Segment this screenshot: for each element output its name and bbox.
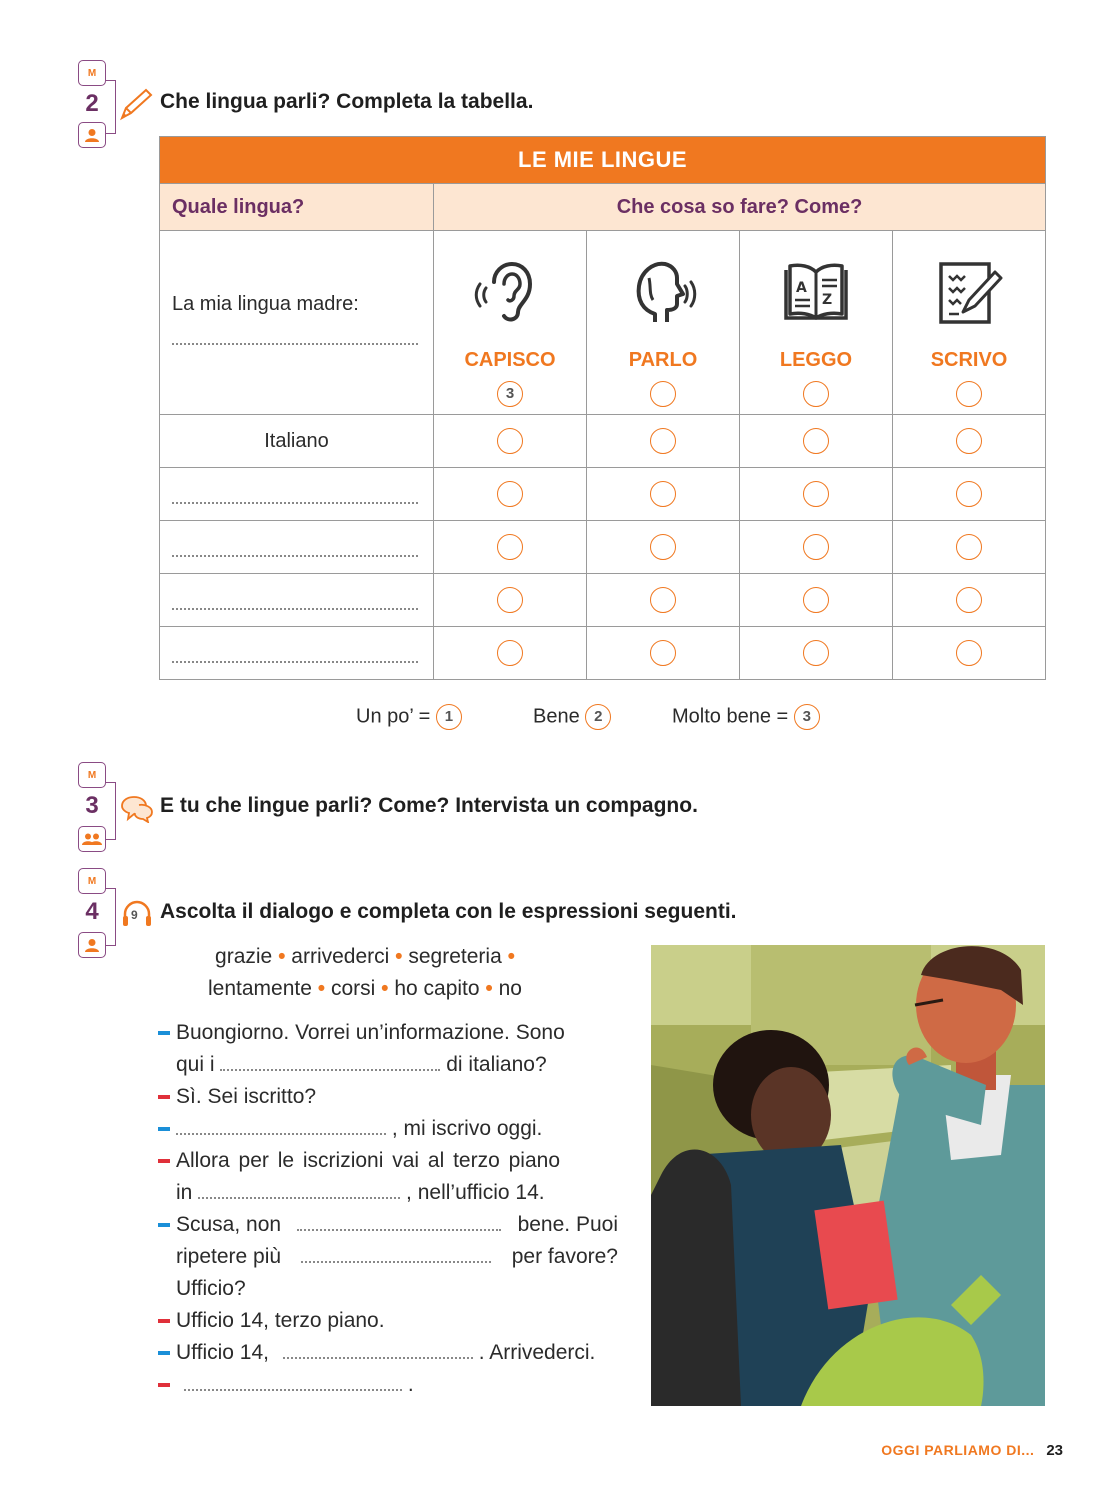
rating-circle[interactable] <box>956 428 982 454</box>
rating-circle[interactable] <box>803 428 829 454</box>
skill-label: PARLO <box>628 349 698 371</box>
legend-circle: 2 <box>585 704 611 730</box>
language-name: Italiano <box>160 415 434 468</box>
word-bank-line-1: grazie • arrivederci • segreteria • <box>215 945 515 968</box>
exercise-4-title: Ascolta il dialogo e completa con le espressioni seguenti. <box>160 900 737 923</box>
dialog-line: Ufficio 14, . Arrivederci. <box>158 1337 618 1369</box>
rating-circle[interactable] <box>803 640 829 666</box>
table-row <box>160 574 1046 627</box>
exercise-number: 2 <box>85 90 99 117</box>
dialog-line: Sì. Sei iscritto? <box>158 1081 618 1113</box>
mother-tongue-input[interactable] <box>172 342 418 345</box>
pencil-icon <box>118 88 154 122</box>
single-person-icon <box>78 122 106 148</box>
skill-label: SCRIVO <box>930 349 1008 371</box>
table-row <box>160 627 1046 680</box>
blank-input[interactable] <box>220 1049 440 1071</box>
illustration-students-talking <box>651 945 1045 1406</box>
section-name: OGGI PARLIAMO DI... <box>881 1442 1035 1458</box>
svg-text:A: A <box>796 280 807 296</box>
legend-bene: Bene 2 <box>533 704 611 730</box>
page-footer <box>881 1442 1063 1459</box>
legend-un-po: Un po’ = 1 <box>356 704 462 730</box>
dialog <box>158 1017 618 1401</box>
marker-bracket <box>105 80 116 134</box>
word-bank-item: segreteria <box>408 945 502 968</box>
column-header-skills: Che cosa so fare? Come? <box>434 184 1046 231</box>
blank-input[interactable] <box>301 1241 491 1263</box>
table-row <box>160 521 1046 574</box>
dialog-line: Buongiorno. Vorrei un’informazione. Sono qui i di italiano? <box>158 1017 618 1081</box>
languages-table <box>159 136 1046 680</box>
word-bank-line-2: lentamente • corsi • ho capito • no <box>208 977 522 1000</box>
word-bank-item: no <box>498 977 522 1000</box>
rating-circle[interactable] <box>650 428 676 454</box>
speech-bubbles-icon <box>119 795 155 823</box>
rating-circle[interactable] <box>956 587 982 613</box>
rating-circle[interactable] <box>497 534 523 560</box>
legend-circle: 1 <box>436 704 462 730</box>
skill-scrivo <box>893 231 1046 415</box>
rating-circle[interactable] <box>650 640 676 666</box>
pair-people-icon <box>78 826 106 852</box>
blank-input[interactable] <box>184 1369 402 1391</box>
word-bank-item: ho capito <box>394 977 480 1000</box>
rating-circle[interactable] <box>650 481 676 507</box>
rating-circle[interactable] <box>956 534 982 560</box>
rating-circle[interactable] <box>956 481 982 507</box>
rating-circle[interactable] <box>803 481 829 507</box>
exercise-number: 4 <box>85 898 99 925</box>
exercise-2-title: Che lingua parli? Completa la tabella. <box>160 90 534 113</box>
column-header-language: Quale lingua? <box>160 184 434 231</box>
mother-tongue-label: La mia lingua madre: <box>172 293 359 315</box>
rating-circle[interactable]: 3 <box>497 381 523 407</box>
legend-molto-bene: Molto bene = 3 <box>672 704 820 730</box>
dialog-line: Ufficio 14, terzo piano. <box>158 1305 618 1337</box>
language-input[interactable] <box>172 554 418 557</box>
open-book-icon <box>780 256 852 328</box>
marker-bracket <box>105 888 116 946</box>
rating-circle[interactable] <box>650 534 676 560</box>
blank-input[interactable] <box>198 1177 400 1199</box>
exercise-number: 3 <box>85 792 99 819</box>
marker-bracket <box>105 782 116 840</box>
legend-circle: 3 <box>794 704 820 730</box>
word-bank-item: lentamente <box>208 977 312 1000</box>
rating-circle[interactable] <box>803 587 829 613</box>
headphones-audio-icon[interactable] <box>121 900 153 928</box>
page-number: 23 <box>1046 1442 1063 1459</box>
rating-circle[interactable] <box>650 587 676 613</box>
skill-leggo <box>740 231 893 415</box>
mode-badge: M <box>78 762 106 788</box>
word-bank-item: grazie <box>215 945 273 968</box>
rating-circle[interactable] <box>497 481 523 507</box>
table-row <box>160 415 1046 468</box>
language-input[interactable] <box>172 501 418 504</box>
dialog-line: , mi iscrivo oggi. <box>158 1113 618 1145</box>
blank-input[interactable] <box>283 1337 473 1359</box>
blank-input[interactable] <box>297 1209 501 1231</box>
audio-track-number: 9 <box>131 908 138 922</box>
mode-badge: M <box>78 868 106 894</box>
language-input[interactable] <box>172 607 418 610</box>
skill-label: LEGGO <box>779 349 853 371</box>
ear-icon <box>474 256 546 328</box>
rating-circle[interactable] <box>497 428 523 454</box>
dialog-line: Scusa, non bene. Puoi ripetere più per favore? Ufficio? <box>158 1209 618 1305</box>
rating-circle[interactable] <box>497 587 523 613</box>
rating-circle[interactable] <box>497 640 523 666</box>
blank-input[interactable] <box>176 1113 386 1135</box>
rating-circle[interactable] <box>803 381 829 407</box>
mode-badge: M <box>78 60 106 86</box>
svg-text:Z: Z <box>822 292 833 308</box>
table-row <box>160 468 1046 521</box>
word-bank-item: arrivederci <box>291 945 390 968</box>
single-person-icon <box>78 932 106 958</box>
table-title: LE MIE LINGUE <box>160 137 1046 184</box>
rating-circle[interactable] <box>803 534 829 560</box>
dialog-line: Allora per le iscrizioni vai al terzo piano in , nell’ufficio 14. <box>158 1145 618 1209</box>
skill-capisco <box>434 231 587 415</box>
dialog-line: . <box>158 1369 618 1401</box>
rating-circle[interactable] <box>956 381 982 407</box>
mother-tongue-cell <box>160 231 434 415</box>
writing-paper-icon <box>933 256 1005 328</box>
language-input[interactable] <box>172 660 418 663</box>
word-bank-item: corsi <box>330 977 376 1000</box>
rating-circle[interactable] <box>956 640 982 666</box>
skill-label: CAPISCO <box>464 349 556 371</box>
skill-parlo <box>587 231 740 415</box>
speaking-head-icon <box>627 256 699 328</box>
rating-circle[interactable] <box>650 381 676 407</box>
exercise-3-title: E tu che lingue parli? Come? Intervista un compagno. <box>160 794 698 817</box>
